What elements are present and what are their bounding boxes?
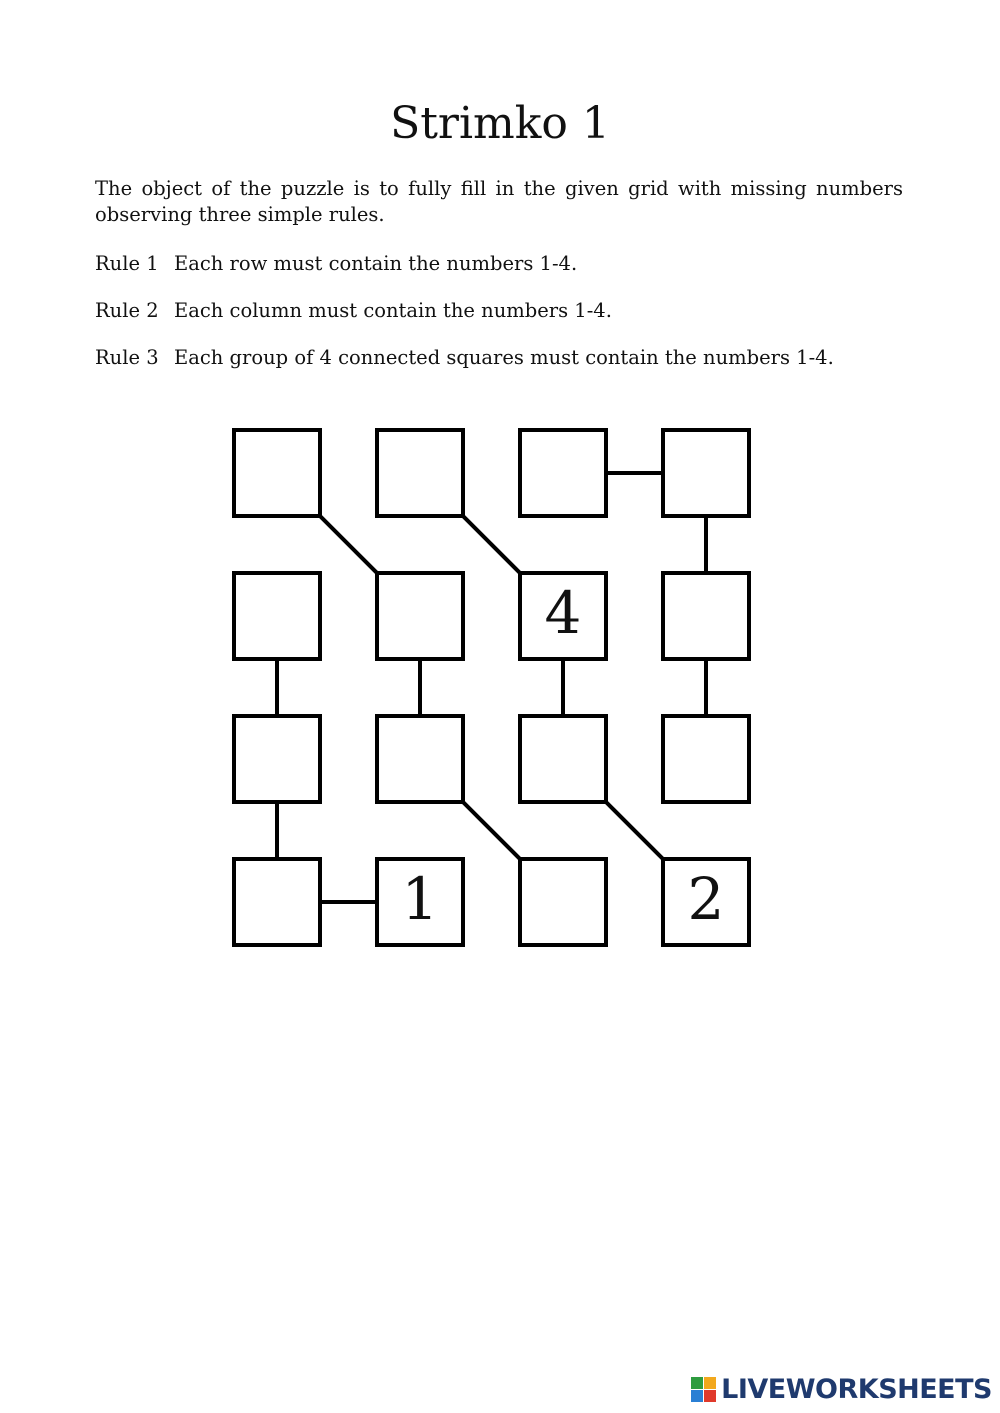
grid-cell-r3c2[interactable] [377, 716, 463, 802]
page-title: Strimko 1 [390, 98, 610, 149]
rule-text: Each group of 4 connected squares must contain the numbers 1-4. [174, 346, 834, 369]
intro-text: The object of the puzzle is to fully fill in the given grid with missing numbers observing three simple rules. [95, 177, 903, 226]
brand-name: LIVEWORKSHEETS [721, 1374, 992, 1405]
grid-cell-r1c2[interactable] [377, 430, 463, 516]
grid-cell-r2c4[interactable] [663, 573, 749, 659]
grid-cell-r4c1[interactable] [234, 859, 320, 945]
grid-cell-r3c3[interactable] [520, 716, 606, 802]
grid-cell-r1c4[interactable] [663, 430, 749, 516]
grid-cell-r1c3[interactable] [520, 430, 606, 516]
rule-label: Rule 2 [95, 299, 159, 322]
given-number: 4 [544, 579, 582, 648]
rule-text: Each column must contain the numbers 1-4. [174, 299, 612, 322]
liveworksheets-logo [691, 1374, 992, 1405]
grid-cell-r1c1[interactable] [234, 430, 320, 516]
rule-text: Each row must contain the numbers 1-4. [174, 252, 578, 275]
rule-label: Rule 1 [95, 252, 159, 275]
given-number: 1 [401, 865, 439, 934]
logo-icon [691, 1377, 717, 1403]
grid-cell-r3c1[interactable] [234, 716, 320, 802]
grid-cell-r2c1[interactable] [234, 573, 320, 659]
rule-label: Rule 3 [95, 346, 159, 369]
grid-cell-r3c4[interactable] [663, 716, 749, 802]
grid-cell-r4c3[interactable] [520, 859, 606, 945]
given-number: 2 [687, 865, 725, 934]
grid-cell-r2c2[interactable] [377, 573, 463, 659]
